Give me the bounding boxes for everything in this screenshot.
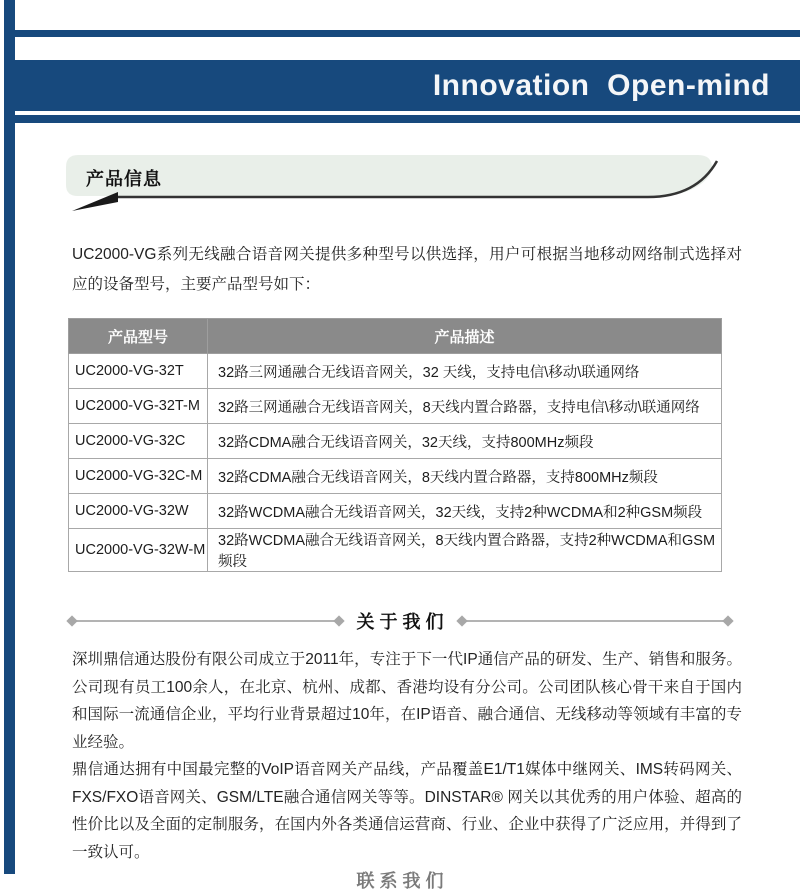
diamond-icon	[333, 615, 344, 626]
product-info-banner-shape	[60, 148, 740, 218]
cell-model: UC2000-VG-32T-M	[69, 389, 208, 424]
intro-paragraph: UC2000-VG系列无线融合语音网关提供多种型号以供选择，用户可根据当地移动网络制式选择对应的设备型号，主要产品型号如下：	[72, 246, 742, 293]
cell-model: UC2000-VG-32C	[69, 424, 208, 459]
cell-description: 32路三网通融合无线语音网关，8天线内置合路器，支持电信\移动\联通网络	[208, 389, 722, 424]
cell-description: 32路WCDMA融合无线语音网关，8天线内置合路器，支持2种WCDMA和GSM频段	[208, 529, 722, 572]
table-row	[69, 389, 722, 424]
table-row	[69, 494, 722, 529]
cell-model: UC2000-VG-32W-M	[69, 529, 208, 572]
column-header-description: 产品描述	[208, 319, 722, 354]
table-row	[69, 459, 722, 494]
header-underline-rule	[15, 115, 800, 123]
separator-line	[76, 620, 335, 622]
banner-background-shape	[66, 155, 712, 196]
cell-model: UC2000-VG-32T	[69, 354, 208, 389]
product-model-table	[68, 318, 722, 572]
separator-line	[466, 620, 725, 622]
cell-model: UC2000-VG-32W	[69, 494, 208, 529]
diamond-icon	[66, 615, 77, 626]
diamond-icon	[456, 615, 467, 626]
table-header-row	[69, 319, 722, 354]
header-band	[15, 60, 800, 111]
cell-description: 32路三网通融合无线语音网关，32 天线，支持电信\移动\联通网络	[208, 354, 722, 389]
table-row	[69, 424, 722, 459]
top-thin-rule	[15, 30, 800, 37]
left-edge-bar	[4, 0, 15, 874]
header-slogan: Innovation Open-mind	[432, 68, 770, 102]
about-paragraph-2: 鼎信通达拥有中国最完整的VoIP语音网关产品线，产品覆盖E1/T1媒体中继网关、IMS转码网关、FXS/FXO语音网关、GSM/LTE融合通信网关等等。DINSTAR® 网关以其优秀的用户体验、超高的性价比以及全面的定制服务，在国内外各类通信运营商、行业、企业中获得了广泛应用，并得到了一致认可。	[72, 761, 742, 861]
cell-description: 32路CDMA融合无线语音网关，8天线内置合路器，支持800MHz频段	[208, 459, 722, 494]
cell-description: 32路WCDMA融合无线语音网关，32天线，支持2种WCDMA和2种GSM频段	[208, 494, 722, 529]
column-header-model: 产品型号	[69, 319, 208, 354]
diamond-icon	[722, 615, 733, 626]
about-us-text	[72, 646, 742, 866]
about-us-separator	[68, 608, 732, 634]
table-row	[69, 529, 722, 572]
section-title-contact-us-cut: 联 系 我 们	[356, 871, 444, 891]
cell-description: 32路CDMA融合无线语音网关，32天线，支持800MHz频段	[208, 424, 722, 459]
section-title-about-us: 关 于 我 们	[356, 612, 444, 632]
cell-model: UC2000-VG-32C-M	[69, 459, 208, 494]
about-paragraph-1: 深圳鼎信通达股份有限公司成立于2011年，专注于下一代IP通信产品的研发、生产、销售和服务。公司现有员工100余人，在北京、杭州、成都、香港均设有分公司。公司团队核心骨干来自于国内和国际一流通信企业，平均行业背景超过10年，在IP语音、融合通信、无线移动等领域有丰富的专业经验。	[72, 651, 742, 751]
section-title-product-info: 产品信息	[86, 169, 162, 189]
table-row	[69, 354, 722, 389]
